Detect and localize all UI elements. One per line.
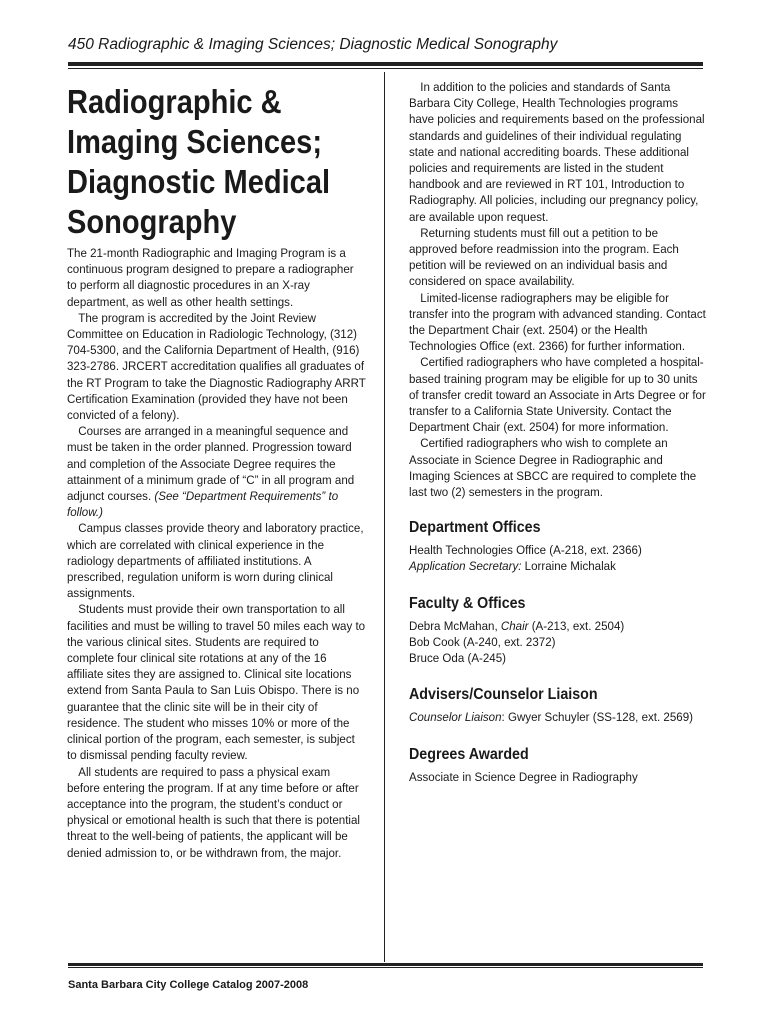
application-secretary-line (409, 558, 689, 574)
running-head: 450 Radiographic & Imaging Sciences; Diagnostic Medical Sonography (68, 36, 558, 53)
accreditation-paragraph: The program is accredited by the Joint Review Committee on Education in Radiologic Technology, (312) 704-5300, and the California Department of Health, (916) 323-2786. JRCERT accreditation qualifies all graduates of the RT Program to take the Diagnostic Radiography ARRT Certification Examination (provided they have not been convicted of a felony). (67, 310, 366, 423)
certified-complete-paragraph: Certified radiographers who wish to complete an Associate in Science Degree in Radiographic and Imaging Sciences at SBCC are required to complete the last two (2) semesters in the program. (409, 436, 697, 500)
title-line-2: Imaging Sciences; (67, 123, 322, 160)
intro-paragraph: The 21-month Radiographic and Imaging Program is a continuous program designed to prepare a radiographer to perform all diagnostic procedures in an X-ray department, as well as other health settings. (67, 246, 354, 309)
courses-text: Courses are arranged in a meaningful sequence and must be taken in the order planned. Progression toward and completion of the Associate Degree requires the attainment of a minimum grade of “C” in all program and adjunct courses. (67, 424, 355, 504)
courses-paragraph (67, 423, 366, 520)
column-divider (384, 72, 385, 962)
department-offices-heading: Department Offices (409, 519, 541, 537)
counselor-liaison-label: Counselor Liaison (409, 710, 502, 725)
department-office-line: Health Technologies Office (A-218, ext. 2366) (409, 543, 642, 558)
faculty-member: Bob Cook (A-240, ext. 2372) (409, 634, 556, 649)
faculty-member: Bruce Oda (A-245) (409, 651, 507, 666)
faculty-office: (A-213, ext. 2504) (528, 618, 625, 633)
faculty-role: Chair (500, 618, 529, 633)
right-column (409, 79, 707, 785)
policies-paragraph: In addition to the policies and standards of Santa Barbara City College, Health Technologies programs have policies and requirements based on the professional standards and guidelines of their individual regulating state and national accrediting boards. These additional policies and requirements are listed in the student handbook and are reviewed in RT 101, Introduction to Radiography. All policies, including our pregnancy policy, are available upon request. (409, 80, 705, 224)
title-line-3: Diagnostic Medical (67, 163, 331, 200)
limited-license-paragraph: Limited-license radiographers may be eligible for transfer into the program with advanced standing. Contact the Department Chair (ext. 2504) or the Health Technologies Office (ext. 2366) for further information. (409, 290, 706, 354)
courses-see-reference: (See “Department Requirements” to follow.) (67, 489, 339, 520)
certified-transfer-paragraph: Certified radiographers who have completed a hospital-based training program may be eligible for up to 30 units of transfer credit toward an Associate in Arts Degree or for transfer to a California State University. Contact the Department Chair (ext. 2504) for more information. (409, 355, 706, 435)
degrees-heading: Degrees Awarded (409, 745, 529, 763)
campus-classes-paragraph: Campus classes provide theory and laboratory practice, which are correlated with clinical experience in the radiology departments of affiliated institutions. A prescribed, regulation uniform is worn during clinical assignments. (67, 521, 364, 601)
advisers-heading: Advisers/Counselor Liaison (409, 686, 598, 704)
faculty-name: Debra McMahan, (409, 618, 501, 633)
title-line-1: Radiographic & (67, 83, 282, 120)
page-title (67, 82, 366, 242)
counselor-liaison-line (409, 709, 693, 725)
degree-item: Associate in Science Degree in Radiography (409, 769, 638, 784)
returning-students-paragraph: Returning students must fill out a petition to be approved before readmission into the program. Each petition will be reviewed on an individual basis and considered on space availability. (409, 225, 679, 289)
catalog-footer: Santa Barbara City College Catalog 2007-2008 (68, 979, 309, 991)
transportation-paragraph: Students must provide their own transportation to all facilities and must be willing to travel 50 miles each way to the various clinical sites. Students are required to complete four clinical site rotations at any of the 16 affiliate sites they are assigned to. Clinical site locations extend from Santa Paula to San Luis Obispo. There is no guarantee that the clinic site will be in their city of residence. The student who misses 10% or more of the clinical portion of the program, each semester, is subject to dismissal pending faculty review. (67, 602, 366, 763)
secretary-name: Lorraine Michalak (521, 559, 616, 574)
left-column (67, 82, 367, 861)
bottom-rule (68, 963, 703, 968)
physical-exam-paragraph: All students are required to pass a physical exam before entering the program. If at any time before or after acceptance into the program, the student’s conduct or physical or emotional health is such that there is potential threat to the well-being of patients, the applicant will be denied admission to, or be withdrawn from, the major. (67, 764, 361, 860)
counselor-liaison-value: : Gwyer Schuyler (SS-128, ext. 2569) (501, 710, 693, 725)
top-rule (68, 62, 703, 69)
secretary-label: Application Secretary: (409, 559, 522, 574)
title-line-4: Sonography (67, 203, 237, 240)
faculty-heading: Faculty & Offices (409, 594, 526, 612)
faculty-member (409, 618, 689, 634)
